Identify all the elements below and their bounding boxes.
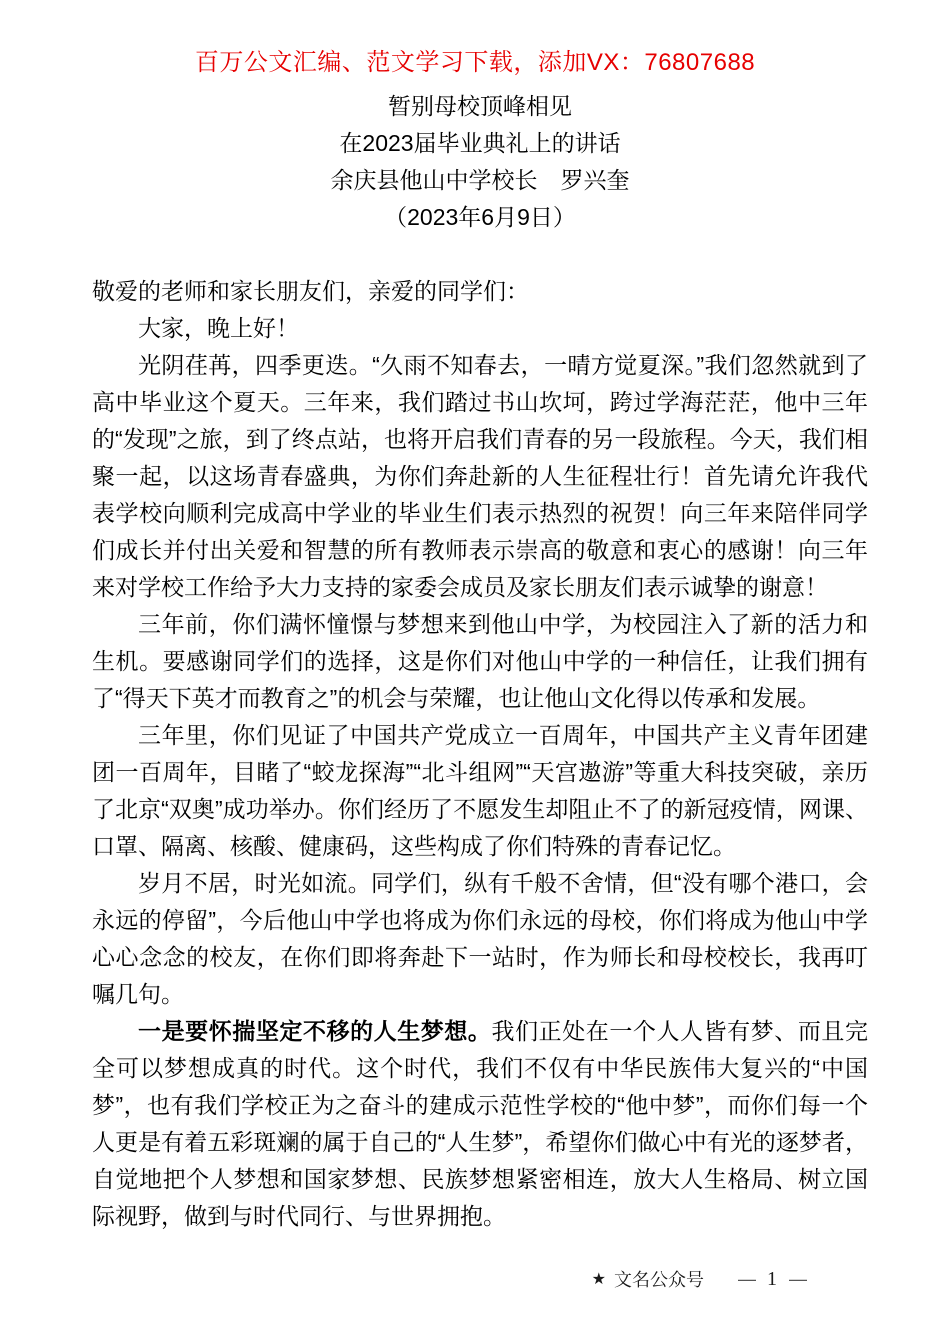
page-number-dash-left: — <box>738 1268 755 1289</box>
title-body-spacer <box>92 236 868 273</box>
doc-title-line-4-date: （2023年6月9日） <box>384 204 576 230</box>
paragraph-text: 我们正处在一个人人皆有梦、而且完全可以梦想成真的时代。这个时代，我们不仅有中华民族伟大复兴的“中国梦”，也有我们学校正为之奋斗的建成示范性学校的“他中梦”，而你们每一个人更是有着五彩斑斓的属于自己的“人生梦”，希望你们做心中有光的逐梦者，自觉地把个人梦想和国家梦想、民族梦想紧密相连，放大人生格局、树立国际视野，做到与时代同行、与世界拥抱。 <box>92 1018 868 1229</box>
doc-title-line-2: 在2023届毕业典礼上的讲话 <box>339 130 621 156</box>
paragraph-bold-lead: 一是要怀揣坚定不移的人生梦想。 <box>138 1018 492 1044</box>
paragraph-advice-one <box>92 1013 868 1235</box>
paragraph-salutation <box>92 273 868 310</box>
page-number: 1 <box>767 1267 777 1290</box>
paragraph-three-years-ago <box>92 606 868 717</box>
paragraph-farewell <box>92 865 868 1013</box>
star-icon: ★ <box>591 1271 606 1288</box>
doc-title-line-1: 暂别母校顶峰相见 <box>388 93 572 119</box>
paragraph-text: 大家，晚上好！ <box>138 315 299 341</box>
paragraph-text: 三年前，你们满怀憧憬与梦想来到他山中学，为校园注入了新的活力和生机。要感谢同学们的选择，这是你们对他山中学的一种信任，让我们拥有了“得天下英才而教育之”的机会与荣耀，也让他山文化得以传承和发展。 <box>92 611 868 711</box>
paragraph-greeting <box>92 310 868 347</box>
page-footer <box>592 1266 818 1292</box>
document-content <box>92 88 868 1235</box>
paragraph-text: 敬爱的老师和家长朋友们，亲爱的同学们： <box>92 278 529 304</box>
paragraph-text: 三年里，你们见证了中国共产党成立一百周年，中国共产主义青年团建团一百周年，目睹了“蛟龙探海”“北斗组网”“天宫遨游”等重大科技突破，亲历了北京“双奥”成功举办。你们经历了不愿发生却阻止不了的新冠疫情，网课、口罩、隔离、核酸、健康码，这些构成了你们特殊的青春记忆。 <box>92 722 868 859</box>
doc-title-line-3-author: 余庆县他山中学校长 罗兴奎 <box>330 167 630 193</box>
paragraph-text: 岁月不居，时光如流。同学们，纵有千般不舍情，但“没有哪个港口，会永远的停留”，今后他山中学也将成为你们永远的母校，你们将成为他山中学心心念念的校友，在你们即将奔赴下一站时，作为师长和母校校长，我再叮嘱几句。 <box>92 870 868 1007</box>
paragraph-three-years-in <box>92 717 868 865</box>
page-number-dash-right: — <box>789 1268 806 1289</box>
paragraph-opening <box>92 347 868 606</box>
footer-account-label: 文名公众号 <box>614 1270 704 1290</box>
paragraph-text: 光阴荏苒，四季更迭。“久雨不知春去，一晴方觉夏深。”我们忽然就到了高中毕业这个夏天。三年来，我们踏过书山坎坷，跨过学海茫茫，他中三年的“发现”之旅，到了终点站，也将开启我们青春的另一段旅程。今天，我们相聚一起，以这场青春盛典，为你们奔赴新的人生征程壮行！首先请允许我代表学校向顺利完成高中学业的毕业生们表示热烈的祝贺！向三年来陪伴同学们成长并付出关爱和智慧的所有教师表示崇高的敬意和衷心的感谢！向三年来对学校工作给予大力支持的家委会成员及家长朋友们表示诚挚的谢意！ <box>92 352 868 600</box>
header-promo-notice: 百万公文汇编、范文学习下载，添加VX：76807688 <box>194 49 756 76</box>
